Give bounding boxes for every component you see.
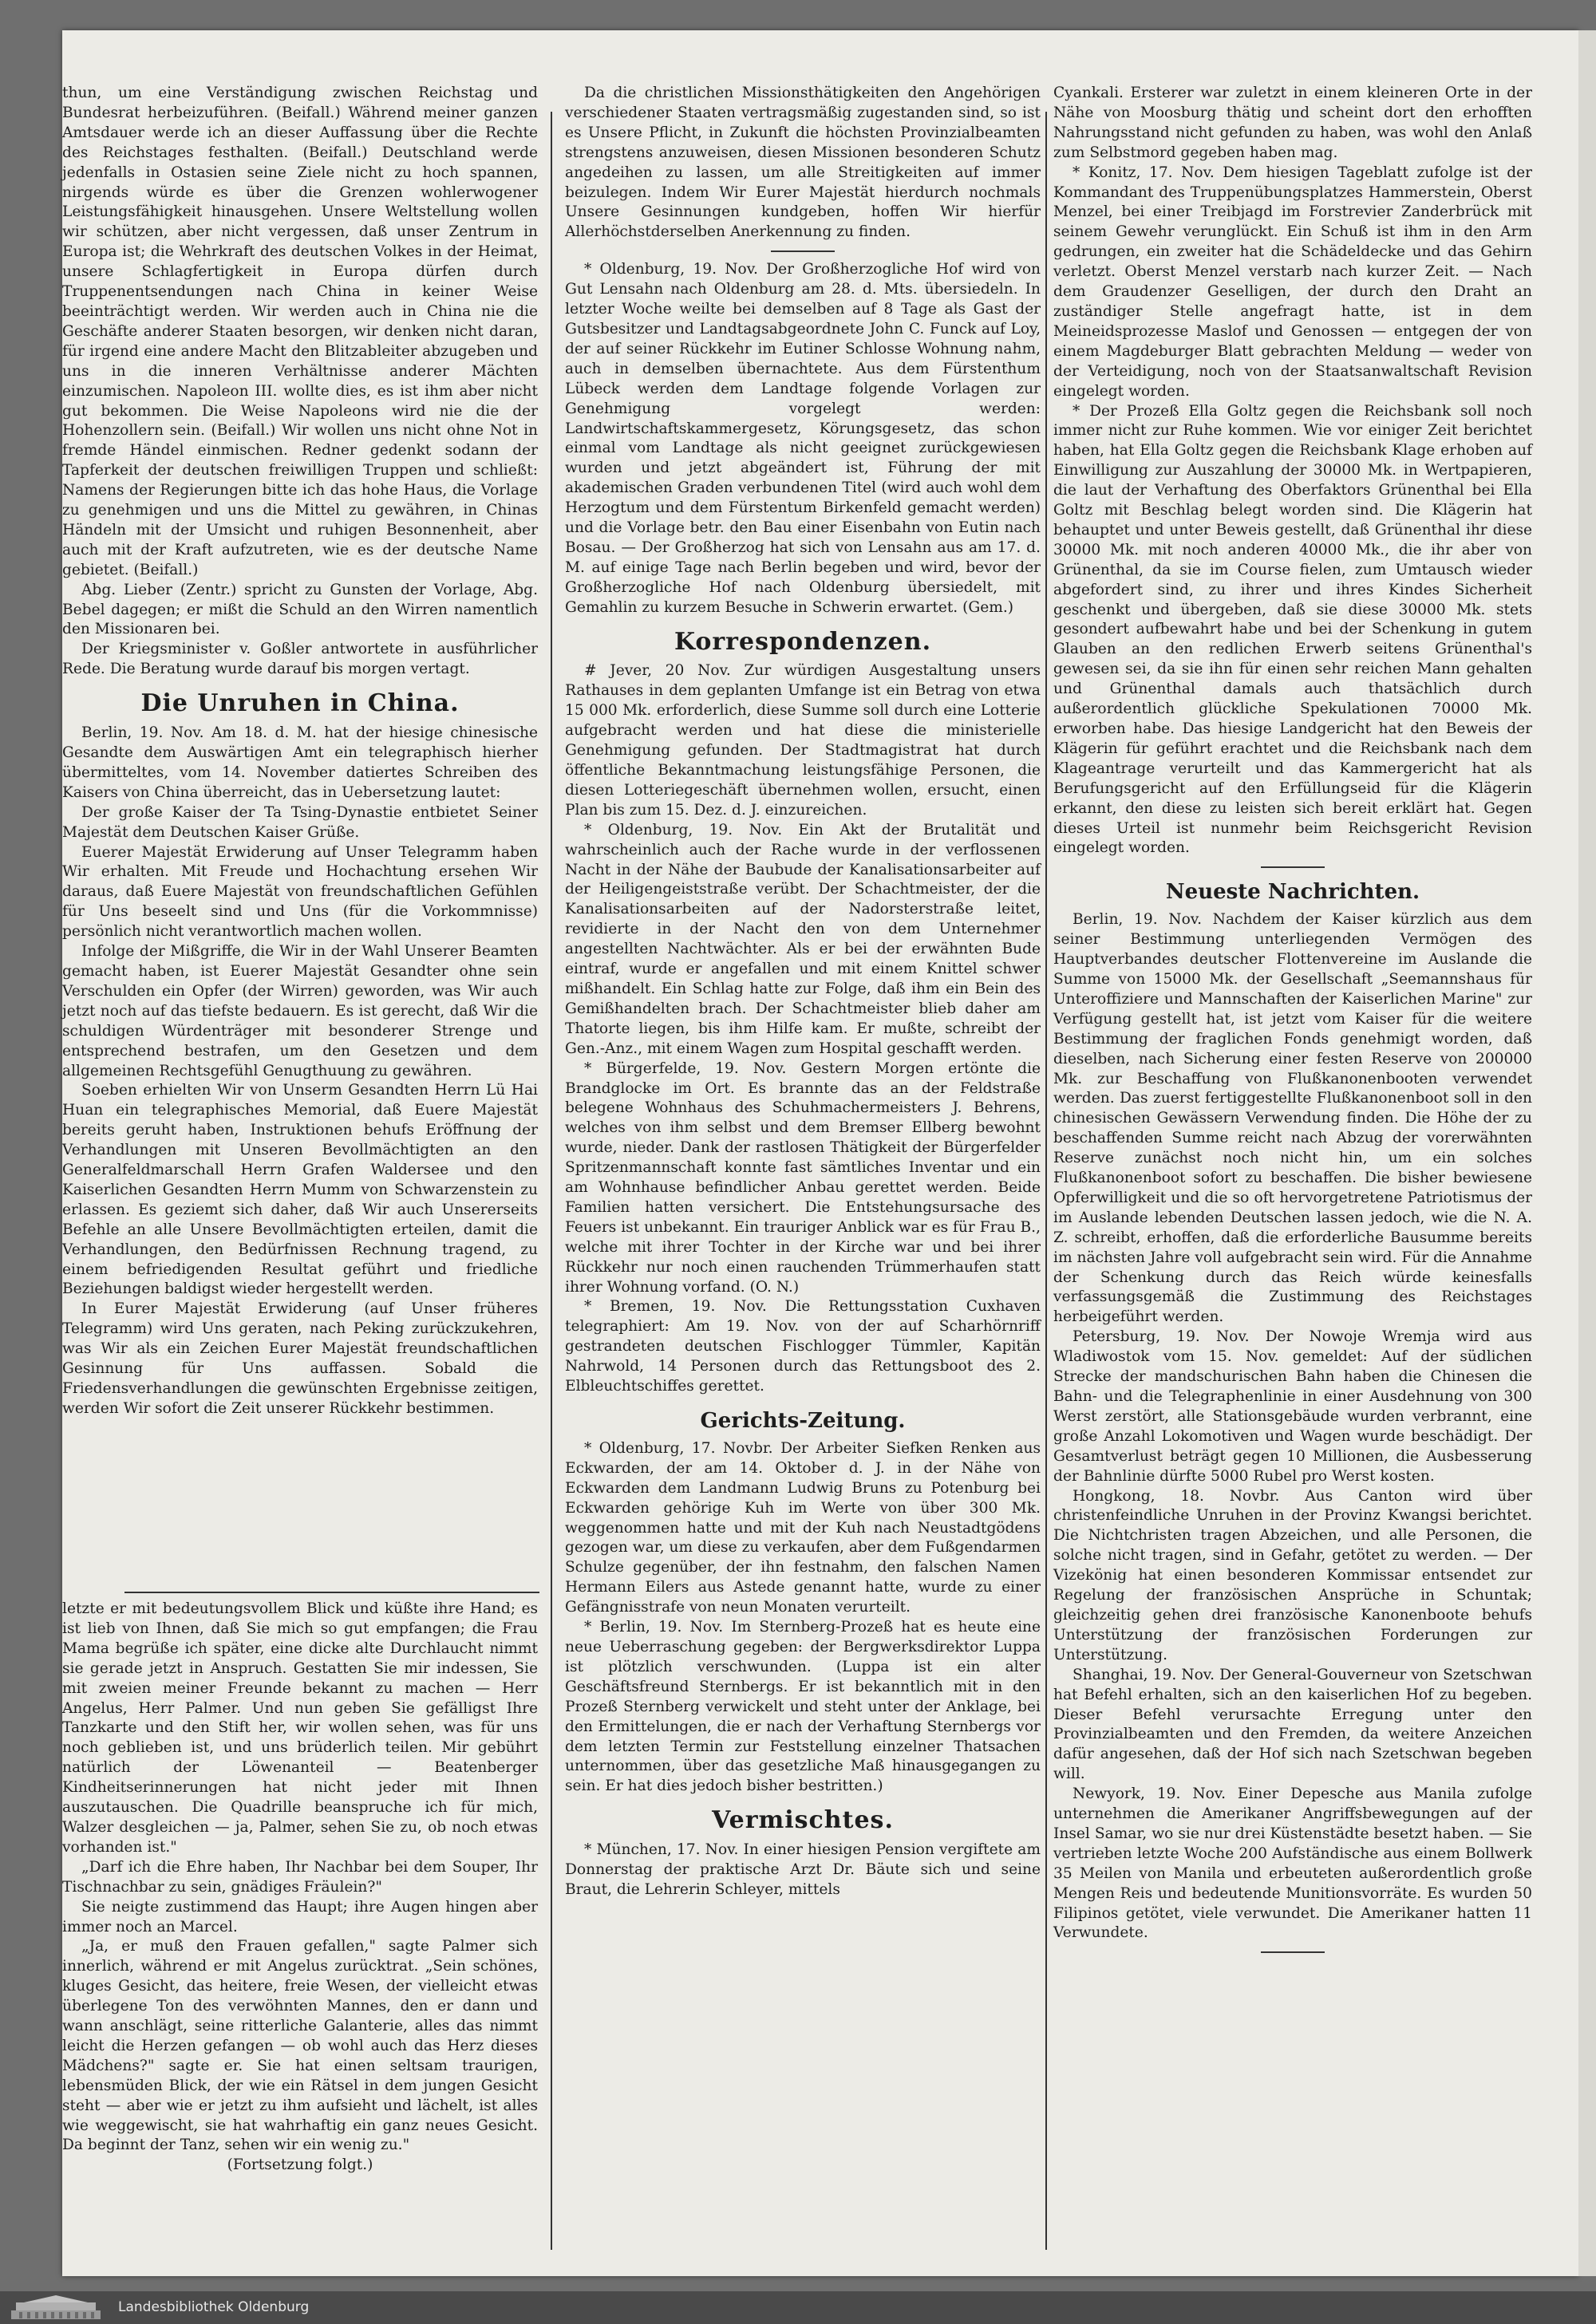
heading-korrespondenzen: Korrespondenzen.: [674, 627, 932, 656]
china-paragraph: Soeben erhielten Wir von Unserm Gesandten Herrn Lü Hai Huan ein telegraphisches Memorial, daß Euere Majestät bereits geruht haben, Instruktionen behufs Eröffnung der Verhandlungen mit Unseren Bevollmächtigten an den Generalfeldmarschall Herrn Grafen Waldersee und den Kaiserlichen Gesandten Herrn Mumm von Schwarzenstein zu erlassen. Es geziemt sich daher, daß Wir auch Unsererseits Befehle an alle Unsere Bevollmächtigten erteilen, damit die Verhandlungen, den Bedürfnissen Rechnung tragend, zu einem befriedigenden Resultat geführt und friedliche Beziehungen baldigst wieder hergestellt werden.: [62, 1082, 538, 1298]
muenchen-continuation: Cyankali. Ersterer war zuletzt in einem kleineren Orte in der Nähe von Moosburg thätig und scheint dort den erhofften Nahrungsstand nicht gefunden zu haben, was wohl den Anlaß zum Selbstmord gegeben haben mag.: [1053, 85, 1532, 161]
china-paragraph: Berlin, 19. Nov. Am 18. d. M. hat der hiesige chinesische Gesandte dem Auswärtigen Amt ein telegraphisch hierher übermitteltes, vom 14. November datiertes Schreiben des Kaisers von China überreicht, das in Uebersetzung lautet:: [62, 724, 538, 801]
column-rule-2: [1045, 112, 1047, 2250]
china-paragraph: In Eurer Majestät Erwiderung (auf Unser früheres Telegramm) wird Uns geraten, nach Peking zurückzukehren, was Wir als ein Zeichen Eurer Majestät freundschaftlichen Gesinnung für Uns auffassen. Sobald die Friedensverhandlungen die gewünschten Ergebnisse zeitigen, werden Wir sofort die Zeit unserer Rückkehr bestimmen.: [62, 1300, 538, 1417]
library-name: Landesbibliothek Oldenburg: [118, 2299, 310, 2315]
china-paragraph: Der große Kaiser der Ta Tsing-Dynastie entbietet Seiner Majestät dem Deutschen Kaiser Grüße.: [62, 803, 538, 841]
korr-item: * Bremen, 19. Nov. Die Rettungsstation Cuxhaven telegraphiert: Am 19. Nov. von der auf Scharhörnriff gestrandeten deutschen Fischlogger Tümmler, Kapitän Nahrwold, 14 Personen durch das Rettungsboot des 2. Elbleuchtschiffes gerettet.: [565, 1298, 1041, 1395]
heading-neueste-nachrichten: Neueste Nachrichten.: [1165, 880, 1420, 905]
news-item: Hongkong, 18. Novbr. Aus Canton wird über christenfeindliche Unruhen in der Provinz Kwangsi berichtet. Die Nichtchristen tragen Abzeichen, und alle Personen, die solche nicht tragen, sind in Gefahr, getötet zu werden. — Der Vizekönig hat einen besonderen Kommissar entsendet zur Regelung der französischen Ansprüche in Schuntak; gleichzeitig gehen drei französische Kanonenboote behufs Unterstützung der französischen Forderungen zur Unterstützung.: [1053, 1487, 1532, 1663]
feuilleton-paragraph: Sie neigte zustimmend das Haupt; ihre Augen hingen aber immer noch an Marcel.: [62, 1898, 538, 1935]
column-1: [62, 84, 538, 1419]
news-item: Shanghai, 19. Nov. Der General-Gouverneur von Szetschwan hat Befehl erhalten, sich an den kaiserlichen Hof zu begeben. Dieser Befehl verursachte Erregung unter den Provinzialbeamten und den Fremden, da weitere Anzeichen dafür angesehen, daß der Hof sich nach Szetschwan begeben will.: [1053, 1666, 1532, 1783]
feuilleton-paragraph: „Darf ich die Ehre haben, Ihr Nachbar bei dem Souper, Ihr Tischnachbar zu sein, gnädiges Fräulein?": [62, 1858, 538, 1896]
goltz-item: * Der Prozeß Ella Goltz gegen die Reichsbank soll noch immer nicht zur Ruhe kommen. Wie vor einiger Zeit berichtet haben, hat Ella Goltz gegen die Reichsbank Klage erhoben auf Einwilligung zur Auszahlung der 30000 Mk. in Wertpapieren, die laut der Verhaftung des Oberfaktors Grünenthal bei Ella Goltz mit Beschlag belegt worden sind. Die Klägerin hat behauptet und unter Beweis gestellt, daß Grünenthal ihr diese 30000 Mk. mit noch anderen 40000 Mk., die ihr aber von Grünenthal, da sie im Course fielen, zum Umtausch wieder abgefordert sind, zu ihrer und ihres Kindes Sicherheit geschenkt und übergeben, daß sie diese 30000 Mk. stets gesondert aufbewahrt habe und bei der Schenkung in gutem Glauben an den redlichen Erwerb seitens Grünenthal's gewesen sei, da sie ihn für einen sehr reichen Mann gehalten und Grünenthal damals auch thatsächlich durch außerordentlich glückliche Spekulationen 70000 Mk. erworben habe. Das hiesige Landgericht hat den Beweis der Klägerin für geführt erachtet und die Reichsbank nach dem Klageantrage verurteilt und das Kammergericht hat als Berufungsgericht auf den Erfüllungseid für die Klägerin erkannt, den diese zu leisten sich bereit erklärt hat. Gegen dieses Urteil ist nunmehr beim Reichsgericht Revision eingelegt worden.: [1053, 402, 1532, 857]
oldenburg-hof-item: * Oldenburg, 19. Nov. Der Großherzogliche Hof wird von Gut Lensahn nach Oldenburg am 28. d. Mts. übersiedeln. In letzter Woche weilte bei demselben auf 8 Tage als Gast der Gutsbesitzer und Landtagsabgeordnete John C. Funck auf Loy, der auf seiner Rückkehr im Eutiner Schlosse Wohnung nahm, auch in demselben übernachtete. Aus dem Fürstenthum Lübeck werden dem Landtage folgende Vorlagen zur Genehmigung vorgelegt werden: Landwirtschaftskammergesetz, Körungsgesetz, das schon einmal vom Landtage als nicht geeignet zurückgewiesen wurden und jetzt abgeändert ist, Führung der mit akademischen Graden verbundenen Titel (wird auch wohl dem Herzogtum und dem Fürstentum Birkenfeld gemacht werden) und die Vorlage betr. den Bau einer Eisenbahn von Eutin nach Bosau. — Der Großherzog hat sich von Lensahn aus am 17. d. M. auf einige Tage nach Berlin begeben und wird, bevor der Großherzogliche Hof nach Oldenburg übersiedelt, mit Gemahlin zu kurzem Besuche in Schwerin erwartet. (Gem.): [565, 261, 1041, 616]
column-3: [1053, 84, 1532, 1961]
korr-item: * Oldenburg, 19. Nov. Ein Akt der Brutalität und wahrscheinlich auch der Rache wurde in der verflossenen Nacht in der Nähe der Baubude der Kanalisationsarbeiter auf der Heiligengeiststraße verübt. Der Schachtmeister, der die Kanalisationsarbeiten auf der Nadorsterstraße leitet, revidierte in der Nacht den von dem Unternehmer angestellten Nachtwächter. Als er bei der erwähnten Bude eintraf, wurde er angefallen und mit einem Knittel schwer mißhandelt. Ein Schlag hatte zur Folge, daß ihm ein Bein des Gemißhandelten brach. Der Schachtmeister blieb daher am Thatorte liegen, bis ihm Hilfe kam. Er mußte, schreibt der Gen.-Anz., mit einem Wagen zum Hospital geschafft werden.: [565, 821, 1041, 1057]
feuilleton-rule: [124, 1592, 539, 1593]
gericht-item: * Berlin, 19. Nov. Im Sternberg-Prozeß hat es heute eine neue Ueberraschung gegeben: der Bergwerksdirektor Luppa ist plötzlich verschwunden. (Luppa ist ein alter Geschäftsfreund Sternbergs. Er ist bekanntlich mit in den Prozeß Sternberg verwickelt und steht unter der Anklage, bei den Ermittelungen, die er nach der Verhaftung Sternbergs vor dem letzten Termin zur Feststellung einzelner Thatsachen unternommen, über das gesetzliche Maß hinausgegangen zu sein. Er hat dies jedoch bisher bestritten.): [565, 1619, 1041, 1795]
column-2: [565, 84, 1041, 1900]
page-edge: [1578, 30, 1596, 2276]
reichstag-text-3: Der Kriegsminister v. Goßler antwortete in ausführlicher Rede. Die Beratung wurde darauf bis morgen vertagt.: [62, 641, 538, 678]
feuilleton-paragraph: letzte er mit bedeutungsvollem Blick und küßte ihre Hand; es ist lieb von Ihnen, daß Sie mich so gut empfangen; die Frau Mama begrüße ich später, eine dicke alte Durchlaucht nimmt sie gerade jetzt in Anspruch. Gestatten Sie mir indessen, Sie mit zweien meiner Freunde bekannt zu machen — Herr Angelus, Herr Palmer. Und nun geben Sie gefälligst Ihre Tanzkarte und den Stift her, wir wollen sehen, was für uns noch geblieben ist, und uns brüderlich teilen. Mir gebührt natürlich der Löwenanteil — Beatenberger Kindheitserinnerungen hat nicht jeder mit Ihnen auszutauschen. Die Quadrille beanspruche ich für mich, Walzer desgleichen — ja, Palmer, sehen Sie zu, ob noch etwas vorhanden ist.": [62, 1600, 538, 1856]
news-item: Petersburg, 19. Nov. Der Nowoje Wremja wird aus Wladiwostok vom 15. Nov. gemeldet: Auf der südlichen Strecke der mandschurischen Bahn haben die Chinesen die Bahn- und die Telegraphenlinie in einer Ausdehnung von 300 Werst zerstört, alle Stationsgebäude wurden verbrannt, eine große Anzahl Lokomotiven und Wagen wurde beschädigt. Der Gesamtverlust beträgt gegen 10 Millionen, die Ausbesserung der Bahnlinie dürfte 5000 Rubel pro Werst kosten.: [1053, 1328, 1532, 1485]
reichstag-text-1: thun, um eine Verständigung zwischen Reichstag und Bundesrat herbeizuführen. (Beifall.) Während meiner ganzen Amtsdauer werde ich an dieser Auffassung über die Rechte des Reichstages festhalten. (Beifall.) Deutschland werde jedenfalls in Ostasien seine Ziele nicht zu hoch spannen, nirgends würde es über die Grenzen wohlerwogener Leistungsfähigkeit hinausgehen. Unsere Weltstellung wollen wir schützen, aber nicht vergessen, daß unser Zentrum in Europa ist; die Wehrkraft des deutschen Volkes in der Heimat, unsere Schlagfertigkeit in Europa dürfen durch Truppenentsendungen nach China in keiner Weise beeinträchtigt werden. Wir werden auch in China nie die Geschäfte anderer Staaten besorgen, wir denken nicht daran, für irgend eine andere Macht den Blitzableiter abzugeben und uns in die inneren Verhältnisse anderer Mächten einzumischen. Napoleon III. wollte dies, es ist ihm aber nicht gut bekommen. Die Weise Napoleons wird nie die der Hohenzollern sein. (Beifall.) Wir wollen uns nicht ohne Not in fremde Händel einmischen. Redner gedenkt sodann der Tapferkeit der deutschen freiwilligen Truppen und schließt: Namens der Regierungen bitte ich das hohe Haus, die Vorlage zu genehmigen und uns die Mittel zu gewähren, in Chinas Händeln mit der Umsicht und ruhigen Besonnenheit, aber auch mit der Kraft aufzutreten, wie es der deutsche Name gebietet. (Beifall.): [62, 85, 538, 578]
china-closing-paragraph: Da die christlichen Missionsthätigkeiten den Angehörigen verschiedener Staaten vertragsmäßig zugestanden sind, so ist es Unsere Pflicht, in Zukunft die höchsten Provinzialbeamten strengstens anzuweisen, diesen Missionen besonderen Schutz angedeihen zu lassen, um alle Streitigkeiten auf immer beizulegen. Indem Wir Eurer Majestät hierdurch nochmals Unsere Gesinnungen kundgeben, hoffen Wir hierfür Allerhöchstderselben Anerkennung zu finden.: [565, 85, 1041, 241]
heading-china: Die Unruhen in China.: [140, 689, 460, 718]
library-footer: [0, 2291, 1596, 2324]
korr-item: # Jever, 20 Nov. Zur würdigen Ausgestaltung unsers Rathauses in dem geplanten Umfange ist ein Betrag von etwa 15 000 Mk. erforderlich, diese Summe soll durch eine Lotterie aufgebracht werden und hat diese die ministerielle Genehmigung gefunden. Der Stadtmagistrat hat durch öffentliche Bekanntmachung leistungsfähige Personen, die diesen Lotteriegeschäft übernehmen wollen, ersucht, einen Plan bis zum 15. Dez. d. J. einzureichen.: [565, 662, 1041, 819]
separator: [1261, 1951, 1325, 1953]
gericht-item: * Oldenburg, 17. Novbr. Der Arbeiter Siefken Renken aus Eckwarden, der am 14. Oktober d. J. in der Nähe von Eckwarden dem Landmann Ludwig Bruns zu Potenburg bei Eckwarden gehörige Kuh im Werte von über 300 Mk. weggenommen hatte und mit der Kuh nach Neustadtgödens gezogen war, um diese zu verkaufen, aber dem Fußgendarmen Schulze gegenüber, der ihn festnahm, den falschen Namen Hermann Eilers aus Astede genannt hatte, wurde zu einer Gefängnisstrafe von neun Monaten verurteilt.: [565, 1439, 1041, 1616]
china-paragraph: Euerer Majestät Erwiderung auf Unser Telegramm haben Wir erhalten. Mit Freude und Hochachtung ersehen Wir daraus, daß Euere Majestät von freundschaftlichen Gefühlen für Uns beseelt sind und Uns (für die Vorkommnisse) persönlich nicht verantwortlich machen wollen.: [62, 843, 538, 941]
feuilleton-continuation: (Fortsetzung folgt.): [227, 2156, 373, 2174]
separator: [1261, 866, 1325, 868]
china-paragraph: Infolge der Mißgriffe, die Wir in der Wahl Unserer Beamten gemacht haben, ist Euerer Majestät Gesandter ohne sein Verschulden ein Opfer (der Wirren) geworden, was Wir auch jetzt noch auf das tiefste bedauern. Es ist gerecht, daß Wir die schuldigen Würdenträger mit besonderer Strenge und entsprechend bestrafen, um den Gesetzen und dem allgemeinen Rechtsgefühl Genugthuung zu gewähren.: [62, 943, 538, 1079]
library-building-icon: [8, 2294, 104, 2321]
news-item: Berlin, 19. Nov. Nachdem der Kaiser kürzlich aus dem seiner Bestimmung unterliegenden Vermögen des Hauptverbandes deutscher Flottenvereine im Auslande die Summe von 15000 Mk. der Gesellschaft „Seemannshaus für Unteroffiziere und Mannschaften der Kaiserlichen Marine" zur Verfügung gestellt hat, ist jetzt vom Kaiser für die weitere Bestimmung der fraglichen Fonds genehmigt worden, daß dieselben, nach Sicherung einer festen Reserve von 200000 Mk. zur Beschaffung von Flußkanonenbooten verwendet werden. Das zuerst fertiggestellte Flußkanonenboot soll in den chinesischen Gewässern Verwendung finden. Die Höhe der zu beschaffenden Summe reicht nach Abzug der vorerwähnten Reserve zunächst noch nicht hin, um ein solches Flußkanonenboot sofort zu beschaffen. Die bisher bewiesene Opferwilligkeit und die so oft hervorgetretene Patriotismus der im Auslande lebenden Deutschen lassen jedoch, wie die N. A. Z. schreibt, erhoffen, daß die erforderliche Bausumme bereits im nächsten Jahre voll aufgebracht sein wird. Für die Annahme der Schenkung durch das Reich würde keinesfalls verfassungsgemäß die Zustimmung des Reichstages herbeigeführt werden.: [1053, 911, 1532, 1326]
news-item: Newyork, 19. Nov. Einer Depesche aus Manila zufolge unternehmen die Amerikaner Angriffsbewegungen auf der Insel Samar, wo sie nur drei Küstenstädte besetzt haben. — Sie vertrieben letzte Woche 200 Aufständische aus einem Bollwerk 35 Meilen von Manila und erbeuteten außerordentlich große Mengen Reis und bedeutende Munitionsvorräte. Es wurden 50 Filipinos getötet, viele verwundet. Die Amerikaner hatten 11 Verwundete.: [1053, 1785, 1532, 1942]
column-rule-1: [551, 112, 552, 2250]
heading-vermischtes: Vermischtes.: [712, 1806, 894, 1835]
feuilleton-paragraph: „Ja, er muß den Frauen gefallen," sagte Palmer sich innerlich, während er mit Angelus zurücktrat. „Sein schönes, kluges Gesicht, das heitere, freie Wesen, der vielleicht etwas überlegene Ton des verwöhnten Mannes, den er dann und wann anschlägt, seine ritterliche Galanterie, alles das nimmt leicht die Herzen gefangen — ob wohl auch das Herz dieses Mädchens?" sagte er. Sie hat einen seltsam traurigen, lebensmüden Blick, der wie ein Rätsel in dem jungen Gesicht steht — aber wie er jetzt zu ihm aufsieht und lächelt, ist alles wie weggewischt, sie hat wahrhaftig ein ganz neues Gesicht. Da beginnt der Tanz, sehen wir ein wenig zu.": [62, 1938, 538, 2154]
reichstag-text-2: Abg. Lieber (Zentr.) spricht zu Gunsten der Vorlage, Abg. Bebel dagegen; er mißt die Schuld an den Wirren namentlich den Missionaren bei.: [62, 581, 538, 638]
korr-item: * Bürgerfelde, 19. Nov. Gestern Morgen ertönte die Brandglocke im Ort. Es brannte das an der Feldstraße belegene Wohnhaus des Schuhmachermeisters J. Behrens, welches von ihm selbst und dem Bremser Ellberg bewohnt wurde, nieder. Dank der rastlosen Thätigkeit der Bürgerfelder Spritzenmannschaft konnte fast sämtliches Inventar und ein am Wohnhause befindlicher Anbau gerettet werden. Beide Familien hatten versichert. Die Entstehungsursache des Feuers ist unbekannt. Ein trauriger Anblick war es für Frau B., welche mit ihrer Tochter in der Kirche war und bei ihrer Rückkehr nur noch einen rauchenden Trümmerhaufen statt ihrer Wohnung vorfand. (O. N.): [565, 1059, 1041, 1296]
heading-gerichts-zeitung: Gerichts-Zeitung.: [700, 1409, 906, 1433]
konitz-item: * Konitz, 17. Nov. Dem hiesigen Tageblatt zufolge ist der Kommandant des Truppenübungsplatzes Hammerstein, Oberst Menzel, bei einer Treibjagd im Forstrevier Zanderbrück mit seinem Gewehr verunglückt. Ein Schuß ist ihm in den Arm gedrungen, ein zweiter hat die Schädeldecke und das Gehirn verletzt. Oberst Menzel verstarb nach kurzer Zeit. — Nach dem Graudenzer Geselligen, der durch den Draht an zuständiger Stelle angefragt hatte, ist in dem Meineidsprozesse Maslof und Genossen — entgegen der von einem Magdeburger Blatt gebrachten Meldung — weder von der Verteidigung, noch von der Staatsanwaltschaft Revision eingelegt worden.: [1053, 164, 1532, 400]
verm-item: * München, 17. Nov. In einer hiesigen Pension vergiftete am Donnerstag der praktische Arzt Dr. Bäute sich und seine Braut, die Lehrerin Schleyer, mittels: [565, 1841, 1041, 1898]
feuilleton: [62, 1600, 538, 2176]
separator: [771, 251, 835, 252]
